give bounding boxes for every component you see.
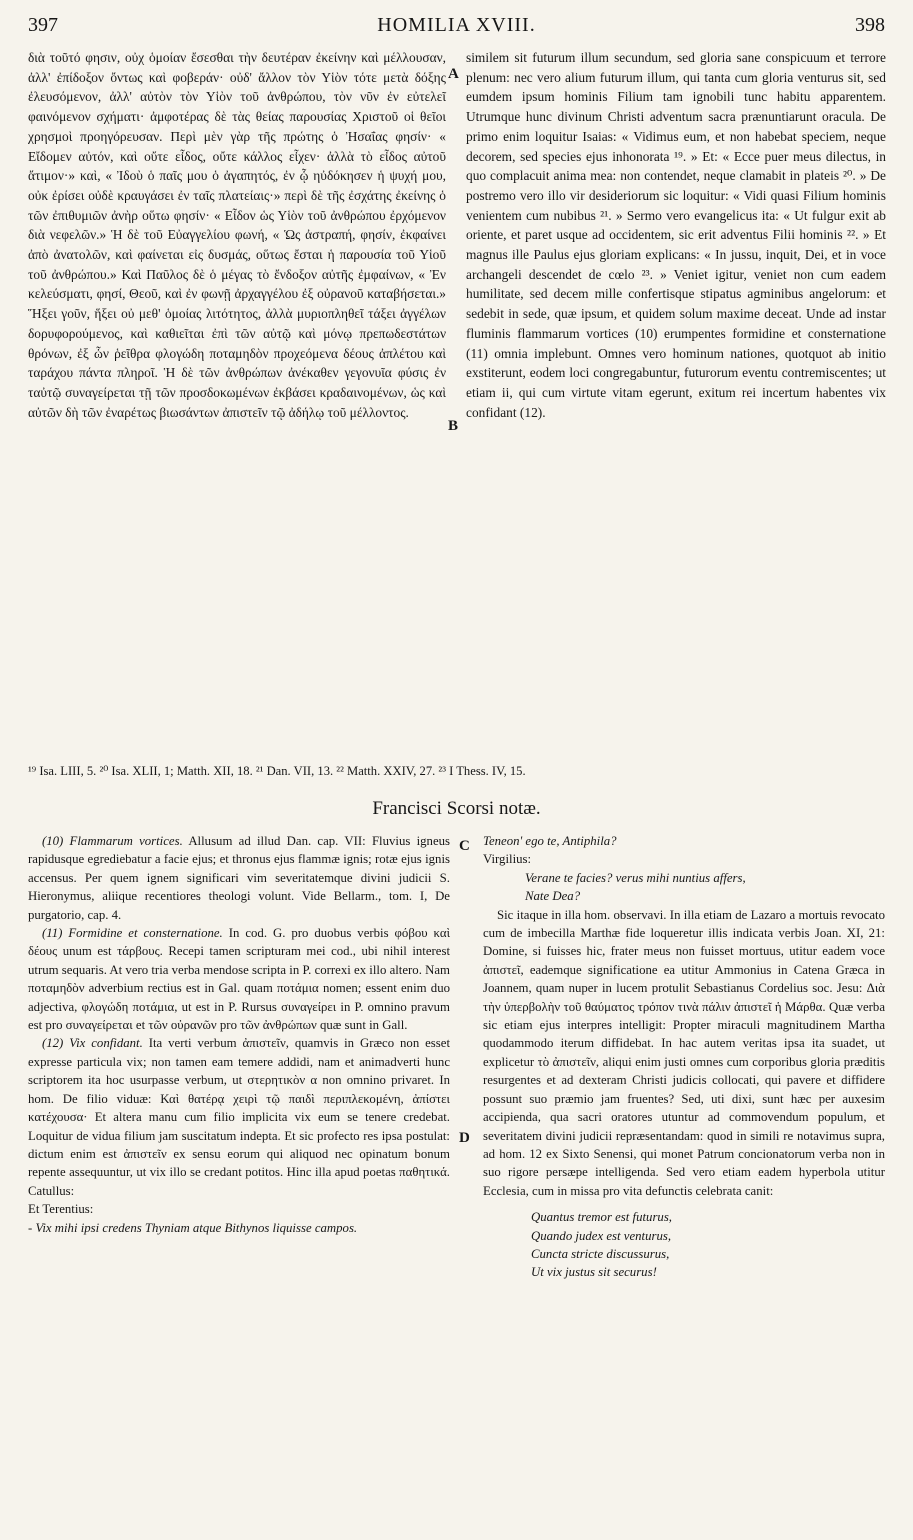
margin-marker-d: D <box>459 1130 470 1146</box>
running-title: HOMILIA XVIII. <box>377 14 536 36</box>
note-12 <box>28 1034 450 1200</box>
note-body: - Vix mihi ipsi credens Thyniam atque Bithynos liquisse campos. <box>28 1220 358 1235</box>
margin-marker-b: B <box>448 418 459 434</box>
notes-right-column <box>483 832 885 1282</box>
hymn-line-1: Quantus tremor est futurus, <box>531 1210 673 1225</box>
note-body: Allusum ad illud Dan. cap. VII: Fluvius igneus rapidusque egrediebatur a facie ejus; et thronus ejus flammæ ignis; rotæ ejus ignis accensus. Per quem ignem significari vim severitatemque divini judicii S. Hieronymus, aliique recentiores theologi volunt. Vide Bellarm., tom. I, De purgatorio, cap. 4. <box>28 834 450 922</box>
page-number-left: 397 <box>28 14 58 36</box>
margin-marker-c: C <box>459 838 470 854</box>
footnotes: ¹⁹ Isa. LIII, 5. ²⁰ Isa. XLII, 1; Matth. XII, 18. ²¹ Dan. VII, 13. ²² Matth. XXIV, 27. ²³ I Thess. IV, 15. <box>28 764 526 778</box>
note-11 <box>28 924 450 1034</box>
virgil-quote-line-1: Verane te facies? verus mihi nuntius affers, <box>525 870 746 885</box>
note-lemma: (10) Flammarum vortices. <box>42 834 183 848</box>
hymn-line-3: Cuncta stricte discussurus, <box>531 1246 670 1261</box>
note-continuation: Sic itaque in illa hom. observavi. In illa etiam de Lazaro a mortuis revocato cum de imbecilla Marthæ fide loqueretur illis indicata verbis Joan. XI, 21: Domine, si fuisses hic, frater meus non fuisset mortuus, utitur eadem voce ἀπιστεῖ, eademque significatione ea utitur Ammonius in Catena Græca in Joannem, quam nuper in lucem protulit Sebastianus Cordelius soc. Jesu: Διὰ τὴν ὑπερβολὴν τοῦ θαύματος τρόπον τινὰ πάλιν ἀπιστεῖ ἡ Μάρθα. Quæ verba sic etiam ejus interpres intelligit: Propter miraculi magnitudinem Martha quodammodo iterum diffidebat. In hac autem veritas ipsa ita suadet, ut explicetur τὸ ἀπιστεῖν, aliqui enim justi omnes cum corporibus gloria præditis resurgentes et ad dexteram Christi judicis collocati, qui pavere et diffidere possunt suo præmio jam fruentes? Sed, uti dixi, sunt hæc per auxesim accipienda, qua sacri oratores utuntur ad commovendum populum, et severitatem divini judicii repræsentandam: quod in simili re notavimus supra, ad hom. 12 ex Sixto Senensi, qui monet Patrum concionatorum verba non in suo rigore persæpe intelligenda. Sed vero etiam eadem hyperbola utitur Ecclesia, cum in missa pro vita defunctis celebrata canit: <box>483 907 885 1198</box>
notes-left-column <box>28 832 450 1237</box>
page-header <box>28 14 885 44</box>
catullus-quote: Teneon' ego te, Antiphila? <box>483 834 617 848</box>
note-lemma: (11) Formidine et consternatione. <box>42 926 223 941</box>
hymn-line-2: Quando judex est venturus, <box>531 1228 672 1243</box>
note-body: Et Terentius: <box>28 1202 94 1217</box>
hymn-line-4: Ut vix justus sit securus! <box>531 1265 657 1280</box>
note-body: Ita verti verbum ἀπιστεῖν, quamvis in Græco non esset expresse particula vix; non tamen eam temere addidi, nam et animadverti hunc scriptorem ita hoc usurpasse verbum, ut στερητικὸν α non omnino privaret. In hom. De filio viduæ: Καὶ θατέρᾳ χειρὶ τῷ παιδὶ περιπλεκομένη, ἀπίστει κατέχουσα· Et altera manu cum filio implicita vix eum se tenere credebat. Loquitur de vidua filium jam suscitatum indepta. Et sic profecto res ipsa postulat: dictum enim est ἀπιστεῖν ex sensu eorum qui aliquod nec opinatum bonum repente assequuntur, ut vix illo se credant potitos. Hinc illa apud poetas παθητικά. Catullus: <box>28 1036 451 1198</box>
margin-marker-a: A <box>448 66 459 82</box>
note-lemma: (12) Vix confidant. <box>42 1036 143 1051</box>
note-body: In cod. G. pro duobus verbis φόβου καὶ δέους unum est τάρβους. Recepi tamen scripturam mei cod., ubi nihil interest utrum sequaris. At vero tria verba mendose scripta in P. correxi ex illo altero. Nam ποταμηδὸν adverbium rectius est in Gal. quam ποτάμια nomen; essent enim duo adjectiva, φλογώδη ποτάμια, ut est in P. Rursus συναγείρει in P. omnino pravum est pro συναγείρεται et τῶν οὐρανῶν pro τῶν ἀνθρώπων quæ sunt in Gall. <box>28 926 451 1033</box>
greek-text: διὰ τοῦτό φησιν, οὐχ ὁμοίαν ἔσεσθαι τὴν δευτέραν ἐκείνην καὶ μέλλουσαν, ἀλλ' ἐπίδοξον ὄντως καὶ φοβεράν· οὐδ' ἄλλον τὸν Υἱὸν τότε μετὰ δόξης ἐλευσόμενον, ἀλλ' αὐτὸν τὸν Υἱὸν τοῦ ἀνθρώπου, τὸν νῦν ἐν εὐτελεῖ φαινόμενον σχήματι· ἀμφοτέρας δὲ τὰς θείας παρουσίας Χριστοῦ οἱ θεῖοι χρησμοὶ προηγόρευσαν. Περὶ μὲν γὰρ τῆς πρώτης ὁ Ἠσαΐας φησίν· « Εἴδομεν αὐτόν, καὶ οὔτε εἶδος, οὔτε κάλλος εἶχεν· ἀλλὰ τὸ εἶδος αὐτοῦ ἄτιμον·» καὶ, « Ἰδοὺ ὁ παῖς μου ὁ ἀγαπητός, ἐν ᾧ ηὐδόκησεν ἡ ψυχή μου, οὐκ ἐρίσει οὐδὲ κραυγάσει ἐν ταῖς πλατείαις·» περὶ δὲ τῆς ἐσχάτης ἐκείνης ὁ τῶν ἐπιθυμιῶν ἀνὴρ οὕτω φησίν· « Εἶδον ὡς Υἱὸν τοῦ ἀνθρώπου ἐρχόμενον διὰ νεφελῶν.» Ἡ δὲ τοῦ Εὐαγγελίου φωνή, « Ὡς ἀστραπή, φησίν, ἐκφαίνει ἀπὸ ἀνατολῶν, καὶ φαίνεται εἰς δυσμάς, οὕτως ἔσται ἡ παρουσία τοῦ Υἱοῦ τοῦ ἀνθρώπου.» Καὶ Παῦλος δὲ ὁ μέγας τὸ ἔνδοξον αὐτῆς ἐμφαίνων, « Ἐν κελεύσματι, φησί, Θεοῦ, καὶ ἐν φωνῇ ἀρχαγγέλου ἐξ οὐρανοῦ καταβήσεται.» Ἥξει γοῦν, ἥξει οὐ μεθ' ὁμοίας λιτότητος, ἀλλὰ μυριοπληθεῖ τάξει ἀγγέλων δορυφορούμενος, καὶ καθιεῖται ἐπὶ τῶν αὐτῷ καὶ μόνῳ πρεπωδεστάτων θρόνων, ἐξ ὧν ῥεῖθρα φλογώδη ποταμηδὸν προχεόμενα δέους ἀπλέτου καὶ ταράχου πάντα πληροῖ. Ἡ δὲ τῶν ἀνθρώπων ἀνέκαθεν γεγονυῖα φύσις ἐν ταὐτῷ συναγείρεται τῇ τῶν προσδοκωμένων ἐκβάσει κραδαινομένων, ὡς καὶ αὐτῶν δὴ τῶν ἐναρέτως βιωσάντων ἀπιστεῖν τῷ ἀδήλῳ τοῦ μέλλοντος. <box>28 50 446 420</box>
terentius-quote <box>28 1219 450 1237</box>
note-10 <box>28 832 450 924</box>
notes-title: Francisci Scorsi notæ. <box>372 798 541 819</box>
terentius-label <box>28 1200 450 1218</box>
latin-text: similem sit futurum illum secundum, sed gloria sane conspicuum et terrore plenum: nec vero alium futurum illum, qui tanta cum gloria venturus sit, sed eumdem ipsum hominis Filium tam ignobili tunc habitu apparentem. Utrumque hunc divinum Christi adventum sacra prænuntiarunt oracula. De primo enim loquitur Isaias: « Vidimus eum, et non habebat speciem, neque decorem, sed species ejus inhonorata ¹⁹. » Et: « Ecce puer meus dilectus, in quo complacuit anima mea: non contendet, neque clamabit in plateis ²⁰. » De postremo vero illo vir desideriorum sic loquitur: « Vidi quasi Filium hominis venientem cum nubibus ²¹. » Sermo vero evangelicus ita: « Ut fulgur exit ab oriente, et paret usque ad occidentem, sic erit adventus Filii hominis ²². » Et magnus ille Paulus ejus gloriam explicans: « In jussu, inquit, Dei, et in voce archangeli descendet de cœlo ²³. » Veniet igitur, veniet non cum eadem humilitate, sed decem mille confertisque stipatus agminibus angelorum: et sedebit in sede, quæ ipsum, et quidem solum maxime deceat. Unde ad instar fluminis flammarum vortices (10) erumpentes formidine et consternatione (11) omnia implebunt. Omnes vero hominum nationes, quotquot ab initio exstiterunt, eodem loci congregabuntur, futurorum eventu contremiscentes; ut etiam ii, qui cum virtute vitam egerunt, exitum rei incertum habentes vix confidant (12). <box>466 50 886 420</box>
greek-column <box>28 48 446 422</box>
latin-column <box>466 48 886 422</box>
virgil-label: Virgilius: <box>483 852 532 867</box>
page-number-right: 398 <box>855 14 885 36</box>
virgil-quote-line-2: Nate Dea? <box>525 889 581 904</box>
